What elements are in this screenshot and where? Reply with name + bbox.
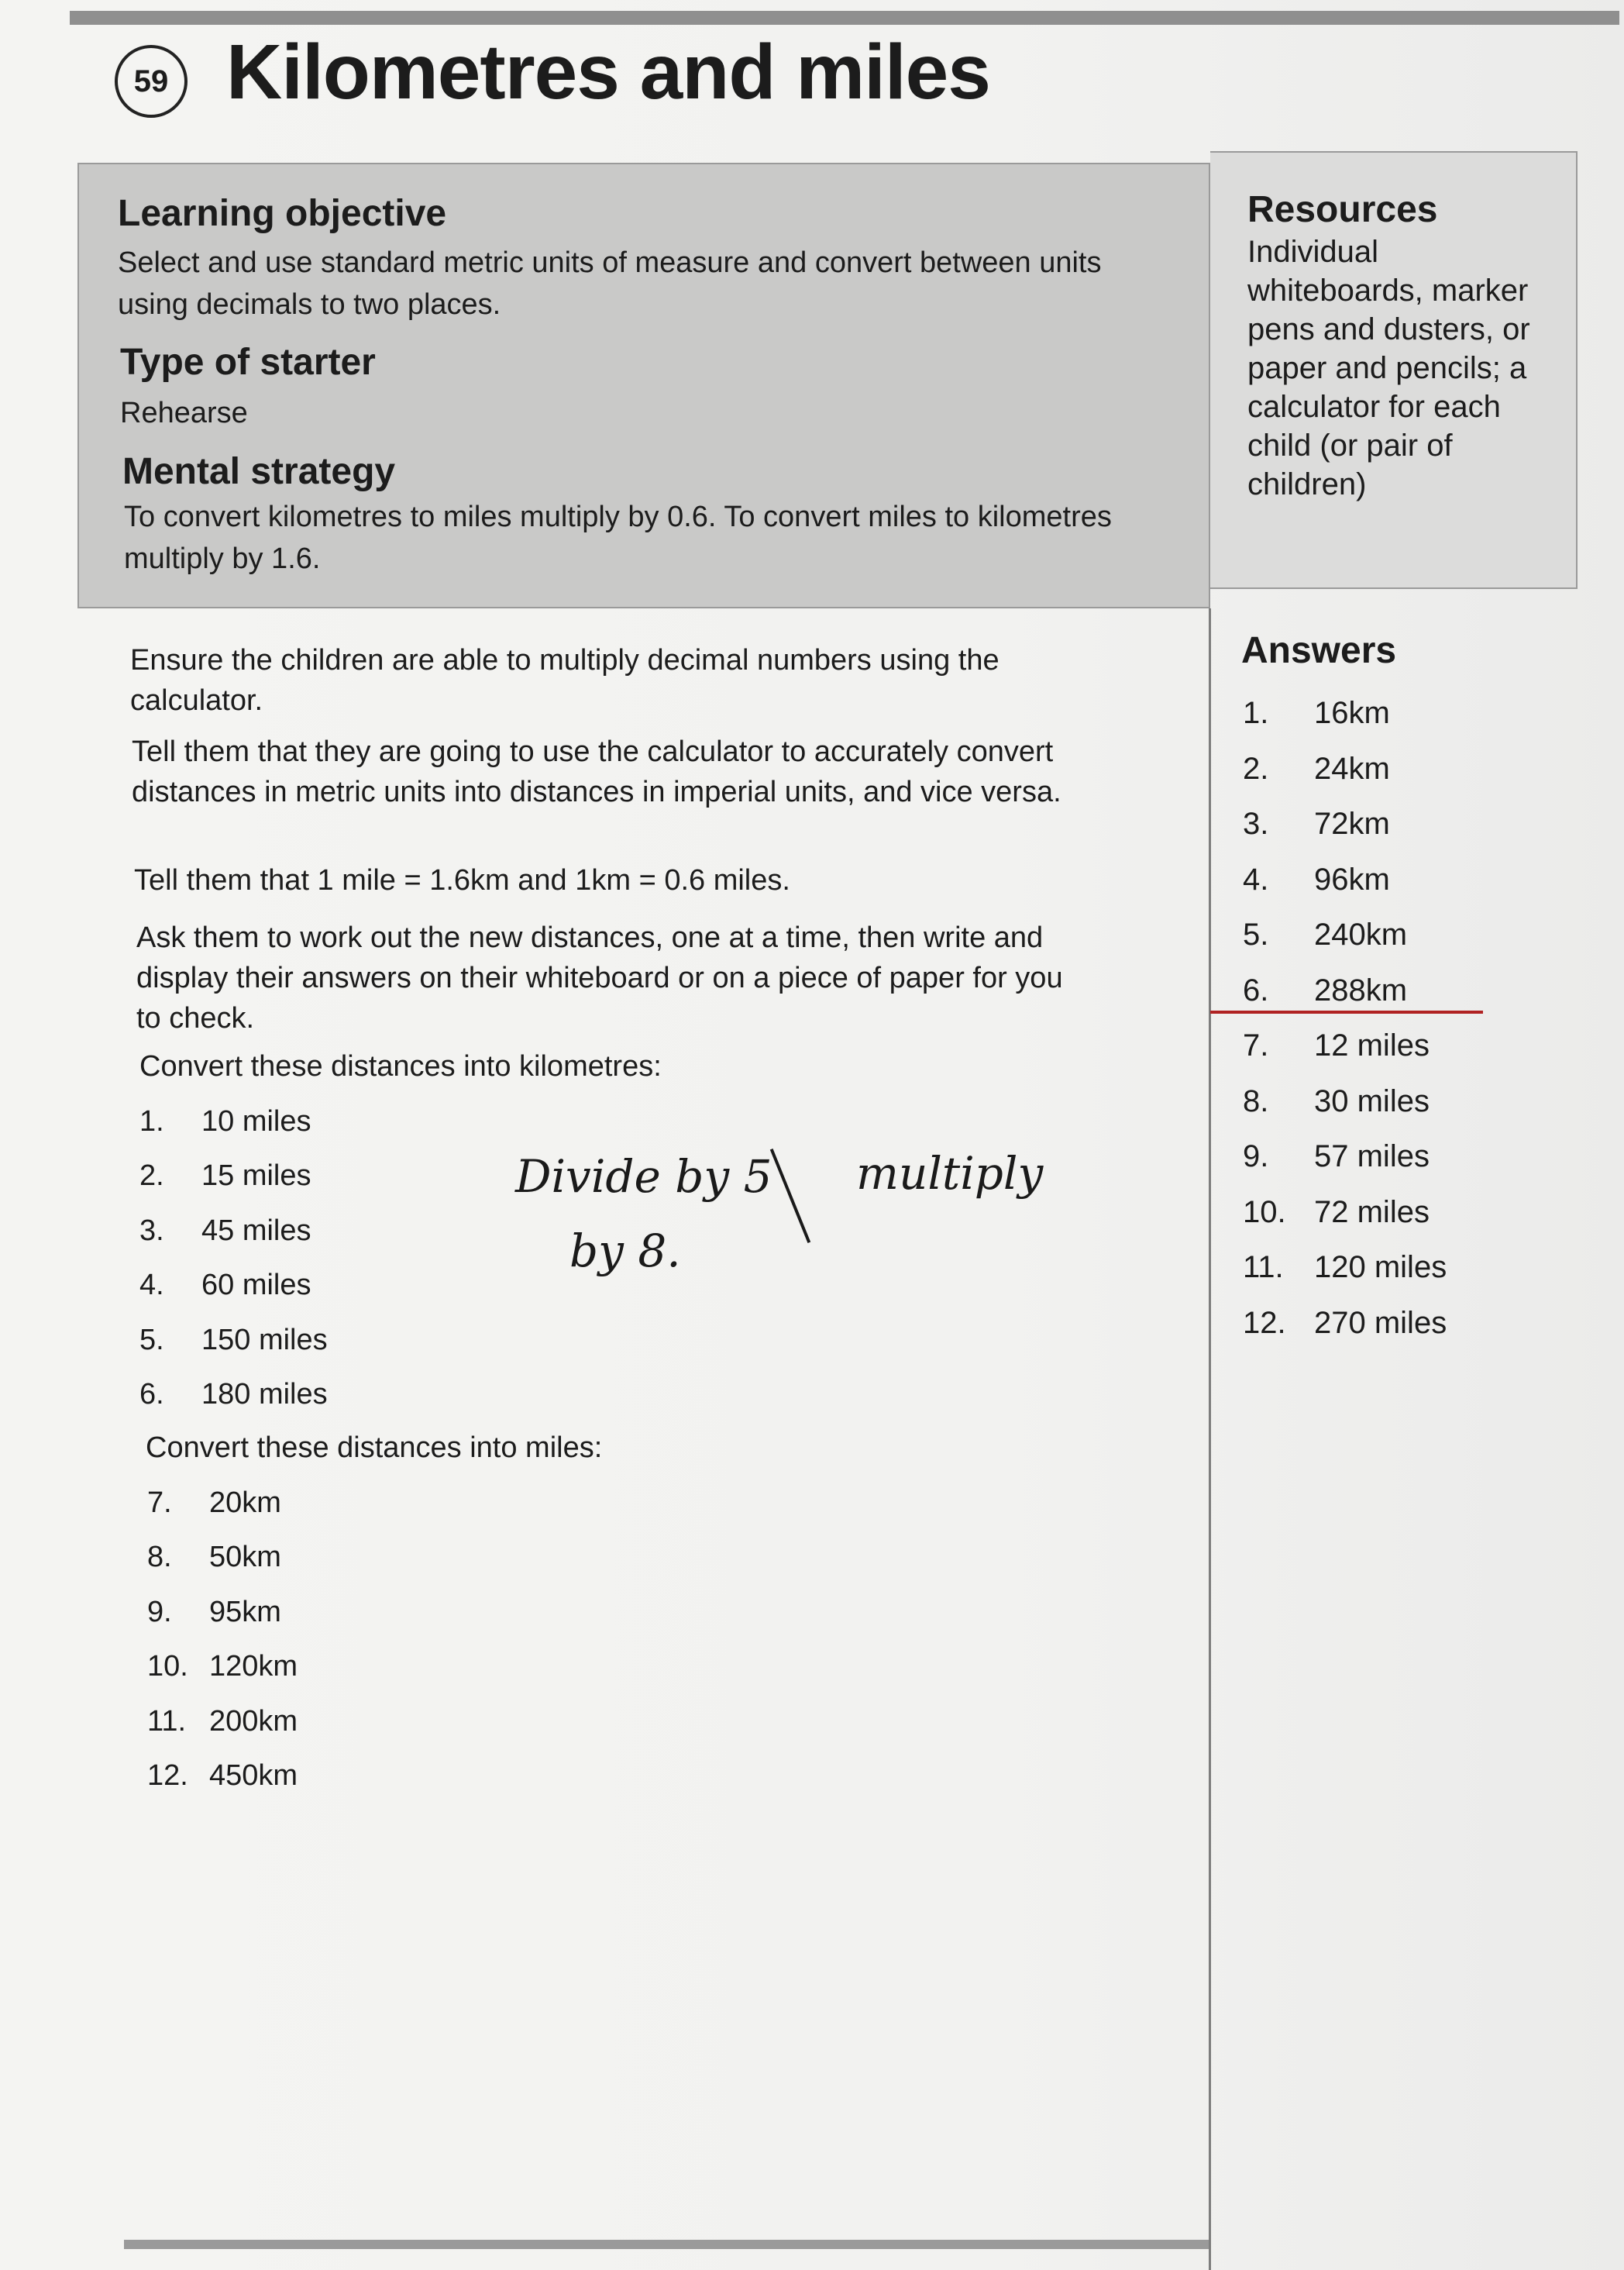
question-value: 60 miles xyxy=(201,1269,311,1302)
answer-value: 72 miles xyxy=(1314,1194,1430,1229)
answer-number: 10. xyxy=(1243,1194,1286,1229)
question-value: 95km xyxy=(209,1595,281,1628)
answer-value: 16km xyxy=(1314,696,1390,731)
answer-value: 72km xyxy=(1314,807,1390,842)
answer-item xyxy=(1243,797,1447,853)
question-number: 6. xyxy=(139,1378,164,1411)
question-value: 50km xyxy=(209,1541,281,1574)
question-item xyxy=(139,1094,328,1149)
answer-number: 9. xyxy=(1243,1139,1269,1174)
answer-value: 288km xyxy=(1314,973,1408,1008)
question-item xyxy=(139,1149,328,1204)
answer-number: 12. xyxy=(1243,1305,1286,1340)
question-number: 11. xyxy=(147,1704,187,1738)
question-number: 4. xyxy=(139,1269,164,1302)
question-number: 3. xyxy=(139,1214,164,1247)
starter-type-text: Rehearse xyxy=(120,397,248,429)
instruction-paragraph: Ask them to work out the new distances, one at a time, then write and display their answers on their whiteboard or on a piece of paper for you to check. xyxy=(136,921,1063,1035)
column-divider xyxy=(1209,608,1211,2270)
question-item xyxy=(147,1531,298,1586)
answer-number: 8. xyxy=(1243,1083,1269,1118)
answer-number: 1. xyxy=(1243,696,1269,731)
question-value: 450km xyxy=(209,1759,298,1793)
question-number: 5. xyxy=(139,1323,164,1356)
answer-value: 120 miles xyxy=(1314,1250,1447,1285)
resources-heading: Resources xyxy=(1247,189,1438,230)
question-value: 10 miles xyxy=(201,1104,311,1138)
top-rule xyxy=(70,11,1619,25)
answer-number: 7. xyxy=(1243,1028,1269,1063)
question-value: 45 miles xyxy=(201,1214,311,1247)
answer-item xyxy=(1243,1185,1447,1241)
question-number: 1. xyxy=(139,1104,164,1138)
answer-item xyxy=(1243,853,1447,908)
answer-value: 24km xyxy=(1314,751,1390,786)
miles-section-heading: Convert these distances into miles: xyxy=(146,1431,603,1464)
answer-item xyxy=(1243,1074,1447,1130)
handwritten-note-by8: by 8. xyxy=(569,1225,681,1277)
question-number: 10. xyxy=(147,1650,188,1683)
kilometres-question-list xyxy=(139,1094,328,1422)
objective-heading: Learning objective xyxy=(118,193,447,234)
handwritten-red-underline xyxy=(1210,1011,1483,1014)
question-number: 9. xyxy=(147,1595,172,1628)
instruction-paragraph: Tell them that they are going to use the calculator to accurately convert distances in metric units into distances in imperial units, and vice versa. xyxy=(132,735,1061,808)
question-item xyxy=(147,1694,298,1749)
question-number: 7. xyxy=(147,1486,172,1519)
answer-item xyxy=(1243,1018,1447,1074)
question-item xyxy=(139,1259,328,1314)
question-item xyxy=(139,1313,328,1368)
resources-text: Individual whiteboards, marker pens and dusters, or paper and pencils; a calculator for each child (or pair of children) xyxy=(1247,235,1530,501)
answer-item xyxy=(1243,742,1447,797)
question-value: 200km xyxy=(209,1704,298,1738)
strategy-text: To convert kilometres to miles multiply by 0.6. To convert miles to kilometres multiply by 1.6. xyxy=(124,501,1112,575)
handwritten-slash xyxy=(770,1149,810,1243)
answer-number: 6. xyxy=(1243,973,1269,1008)
section-divider xyxy=(85,607,1209,608)
kilometres-section-heading: Convert these distances into kilometres: xyxy=(139,1050,662,1083)
question-item xyxy=(147,1585,298,1640)
question-item xyxy=(139,1204,328,1259)
answer-value: 96km xyxy=(1314,862,1390,897)
answer-item xyxy=(1243,908,1447,963)
answer-number: 4. xyxy=(1243,862,1269,897)
starter-type-heading: Type of starter xyxy=(120,342,376,383)
question-item xyxy=(147,1749,298,1804)
question-number: 2. xyxy=(139,1159,164,1193)
answer-value: 30 miles xyxy=(1314,1083,1430,1118)
answer-value: 12 miles xyxy=(1314,1028,1430,1063)
answer-number: 2. xyxy=(1243,751,1269,786)
question-value: 150 miles xyxy=(201,1323,328,1356)
answers-list xyxy=(1243,686,1447,1351)
instruction-paragraph: Ensure the children are able to multiply decimal numbers using the calculator. xyxy=(130,644,1000,717)
answers-heading: Answers xyxy=(1241,630,1397,671)
question-item xyxy=(147,1640,298,1695)
answer-item xyxy=(1243,1240,1447,1296)
starter-number-badge: 59 xyxy=(115,45,188,118)
handwritten-note-divide: Divide by 5 xyxy=(515,1150,772,1203)
strategy-heading: Mental strategy xyxy=(122,451,396,492)
question-number: 8. xyxy=(147,1541,172,1574)
question-value: 15 miles xyxy=(201,1159,311,1193)
answer-item xyxy=(1243,1296,1447,1352)
question-number: 12. xyxy=(147,1759,188,1793)
miles-question-list xyxy=(147,1476,298,1803)
answer-number: 11. xyxy=(1243,1250,1284,1285)
answer-number: 5. xyxy=(1243,918,1269,952)
answer-number: 3. xyxy=(1243,807,1269,842)
question-value: 20km xyxy=(209,1486,281,1519)
answer-item xyxy=(1243,1129,1447,1185)
answer-value: 240km xyxy=(1314,918,1408,952)
handwritten-note-multiply: multiply xyxy=(856,1147,1044,1200)
instruction-paragraph: Tell them that 1 mile = 1.6km and 1km = 0.6 miles. xyxy=(134,864,790,897)
question-item xyxy=(147,1476,298,1531)
answer-item xyxy=(1243,686,1447,742)
question-value: 180 miles xyxy=(201,1378,328,1411)
objective-text: Select and use standard metric units of measure and convert between units using decimals to two places. xyxy=(118,246,1102,321)
question-item xyxy=(139,1368,328,1423)
question-value: 120km xyxy=(209,1650,298,1683)
answer-value: 270 miles xyxy=(1314,1305,1447,1340)
answer-value: 57 miles xyxy=(1314,1139,1430,1174)
footer-rule xyxy=(124,2240,1209,2249)
page-title: Kilometres and miles xyxy=(226,29,990,115)
